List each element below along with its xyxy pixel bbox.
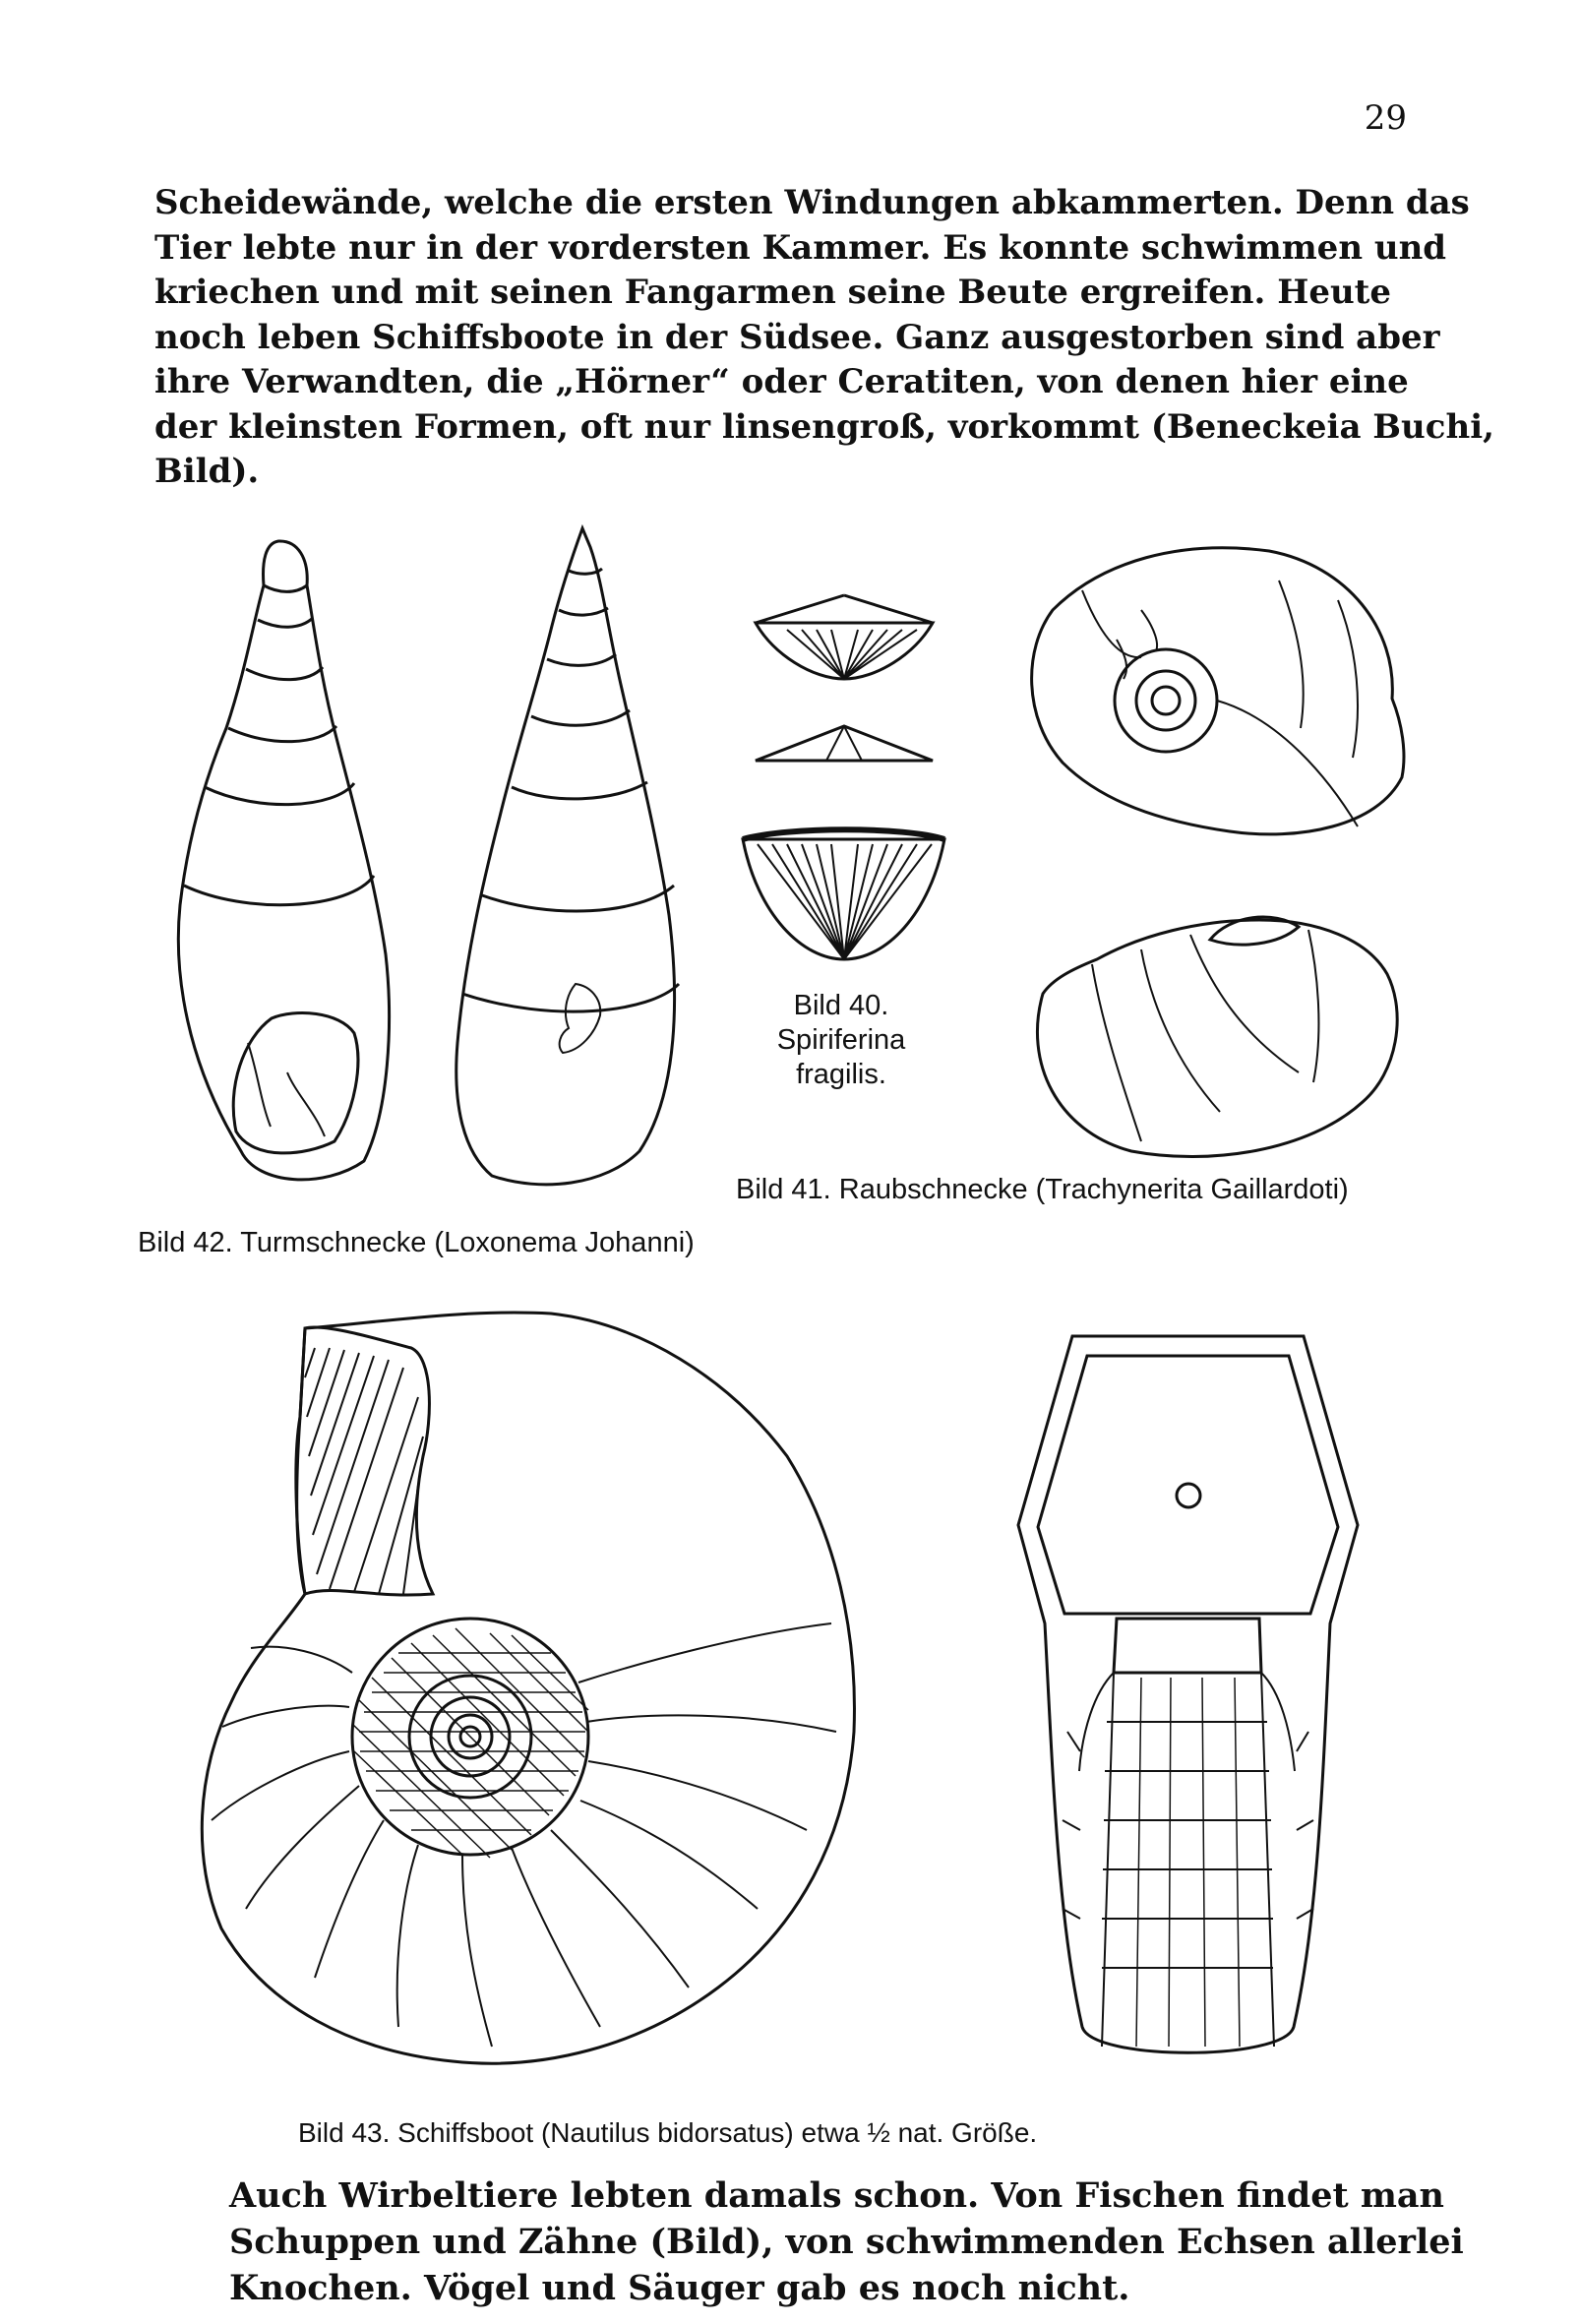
nautilus-side-view-illustration	[192, 1309, 871, 2086]
tower-snail-shells-illustration	[177, 526, 708, 1205]
text-line: ihre Verwandten, die „Hörner“ oder Ceratiten, von denen hier eine	[154, 362, 1409, 401]
text-line: Schuppen und Zähne (Bild), von schwimmenden Echsen allerlei	[229, 2222, 1464, 2262]
nautilus-front-view-illustration	[1008, 1323, 1372, 2081]
figure-43-caption: Bild 43. Schiffsboot (Nautilus bidorsatus) etwa ½ nat. Größe.	[298, 2117, 1038, 2148]
text-line: kriechen und mit seinen Fangarmen seine Beute ergreifen. Heute	[154, 273, 1392, 312]
text-line: Bild).	[154, 452, 260, 491]
caption-line: Spiriferina	[776, 1024, 906, 1056]
predatory-snail-illustration	[1013, 541, 1407, 1161]
page-number: 29	[1364, 98, 1407, 138]
figure-42-caption: Bild 42. Turmschnecke (Loxonema Johanni)	[138, 1227, 695, 1258]
text-line: Knochen. Vögel und Säuger gab es noch nicht.	[229, 2268, 1130, 2308]
text-line: Tier lebte nur in der vordersten Kammer. Es konnte schwimmen und	[154, 227, 1447, 268]
figure-41-caption: Bild 41. Raubschnecke (Trachynerita Gaillardoti)	[736, 1174, 1349, 1205]
figure-40-caption	[743, 989, 940, 1092]
caption-line: Bild 40.	[793, 990, 889, 1021]
paragraph-bottom	[229, 2172, 1464, 2311]
paragraph-top	[154, 181, 1494, 495]
text-line: Auch Wirbeltiere lebten damals schon. Von Fischen findet man	[229, 2175, 1444, 2216]
text-line: noch leben Schiffsboote in der Südsee. Ganz ausgestorben sind aber	[154, 317, 1440, 357]
caption-line: fragilis.	[796, 1059, 886, 1090]
text-line: Scheidewände, welche die ersten Windungen abkammerten. Denn das	[154, 183, 1470, 222]
text-line: der kleinsten Formen, oft nur linsengroß, vorkommt (Beneckeia Buchi,	[154, 406, 1494, 447]
spiriferina-brachiopod-illustration	[738, 590, 954, 984]
